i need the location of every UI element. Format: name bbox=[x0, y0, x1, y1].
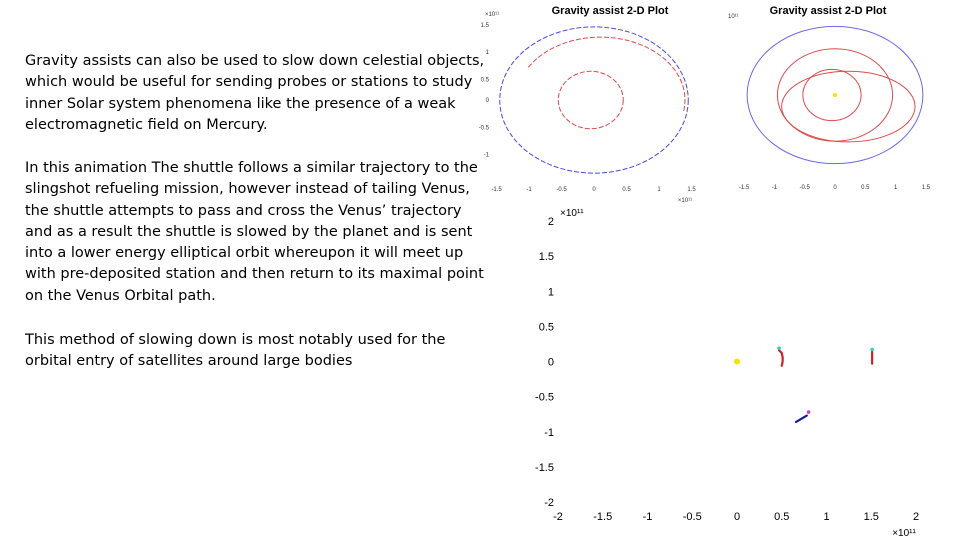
paragraph-gravity-assist-intro: Gravity assists can also be used to slow down celestial objects, which would be useful for sending probes or stations to study inner Solar system phenomena like the presence of a weak electromagnetic field on Mercury. bbox=[25, 53, 485, 133]
plot-3-y-tick: -0.5 bbox=[535, 391, 554, 404]
plot-3-x-tick: -0.5 bbox=[682, 511, 702, 523]
plot-3-y-tick: 2 bbox=[547, 216, 554, 228]
plot-1-x-tick: 1.5 bbox=[687, 187, 696, 193]
plot-1-y-tick: -0.5 bbox=[478, 125, 489, 132]
plot-1-y-tick: 0 bbox=[485, 98, 489, 104]
plot-3-body-marker-2 bbox=[807, 410, 811, 414]
plot-2-x-tick: -1.5 bbox=[738, 185, 750, 191]
plot-1-x-tick: 0 bbox=[592, 187, 596, 193]
plot-3-x-tick: 0 bbox=[733, 511, 741, 523]
plot-2-orbit-3 bbox=[782, 71, 915, 142]
plot-1-x-tick: -0.5 bbox=[556, 187, 567, 193]
plot-1-y-tick: 1.5 bbox=[480, 22, 489, 29]
plot-2-x-tick: 1.5 bbox=[921, 185, 931, 191]
plot-1-x-tick: -1 bbox=[526, 187, 532, 193]
plot-3-y-tick: 1 bbox=[547, 286, 554, 299]
plot-2-sun-marker bbox=[833, 93, 837, 97]
plot-3-trail-2 bbox=[796, 416, 807, 422]
plot-3-x-exponent: ×10¹¹ bbox=[892, 528, 916, 539]
plot-1-y-tick: -1 bbox=[483, 152, 489, 159]
plot-1-y-tick: 0.5 bbox=[480, 77, 489, 84]
plot-3-y-tick: -2 bbox=[544, 497, 554, 509]
plot-2-x-tick: -1 bbox=[771, 185, 778, 191]
plot-1-x-tick: 1 bbox=[657, 187, 661, 193]
plot-3-y-tick: 0 bbox=[547, 356, 554, 369]
plot-2-title: Gravity assist 2-D Plot bbox=[769, 5, 887, 17]
plot-3-x-tick: -1 bbox=[642, 511, 653, 523]
plot-3-y-exponent: ×10¹¹ bbox=[560, 208, 584, 219]
plot-2-x-tick: 0 bbox=[833, 185, 837, 191]
plot-3-x-tick: -2 bbox=[553, 511, 563, 523]
plot-3-trail-0 bbox=[779, 350, 783, 365]
plot-3-x-tick: -1.5 bbox=[593, 511, 613, 523]
paragraph-orbital-entry: This method of slowing down is most notably used for the orbital entry of satellites around large bodies bbox=[25, 332, 446, 370]
plot-2-x-tick: 1 bbox=[893, 185, 898, 191]
plot-1-title: Gravity assist 2-D Plot bbox=[551, 5, 669, 17]
plot-3-x-tick: 0.5 bbox=[774, 511, 790, 523]
plot-3-body-marker-1 bbox=[870, 348, 874, 352]
trajectory-animation-plot bbox=[520, 200, 950, 540]
plot-3-x-tick: 1 bbox=[823, 511, 830, 523]
plot-1-x-exponent: ×10¹¹ bbox=[677, 198, 693, 204]
plot-3-x-tick: 1.5 bbox=[863, 511, 879, 523]
plot-1-x-tick: 0.5 bbox=[622, 187, 631, 193]
plot-3-y-tick: 0.5 bbox=[538, 321, 554, 334]
plot-3-sun-marker bbox=[734, 359, 740, 365]
plot-2-exponent: 10¹¹ bbox=[728, 14, 739, 20]
plot-1-arc-1 bbox=[527, 37, 685, 111]
plot-3-y-tick: -1.5 bbox=[535, 461, 554, 474]
plot-1-orbit-0 bbox=[500, 27, 689, 173]
paragraph-animation-description: In this animation The shuttle follows a similar trajectory to the slingshot refueling mission, however instead of tailing Venus, the shuttle attempts to pass and cross the Venus’ trajectory and as a result the shuttle is slowed by the planet and is sent into a lower energy elliptical orbit whereupon it will meet up with pre-deposited station and then return to its maximal point on the Venus Orbital path. bbox=[25, 160, 484, 304]
plot-2-x-tick: 0.5 bbox=[861, 185, 870, 191]
plot-3-y-tick: 1.5 bbox=[538, 251, 554, 264]
plot-2-x-tick: -0.5 bbox=[799, 185, 810, 191]
plot-1-y-tick: 1 bbox=[485, 50, 489, 57]
gravity-assist-plot-1 bbox=[480, 0, 710, 205]
plot-1-y-exponent: ×10¹¹ bbox=[485, 12, 500, 18]
plot-3-body-marker-0 bbox=[777, 346, 781, 350]
plot-1-x-tick: -1.5 bbox=[491, 187, 502, 193]
plot-3-y-tick: -1 bbox=[544, 426, 554, 439]
plot-1-orbit-2 bbox=[558, 71, 623, 128]
plot-3-x-tick: 2 bbox=[912, 511, 920, 523]
gravity-assist-plot-2 bbox=[720, 0, 958, 200]
